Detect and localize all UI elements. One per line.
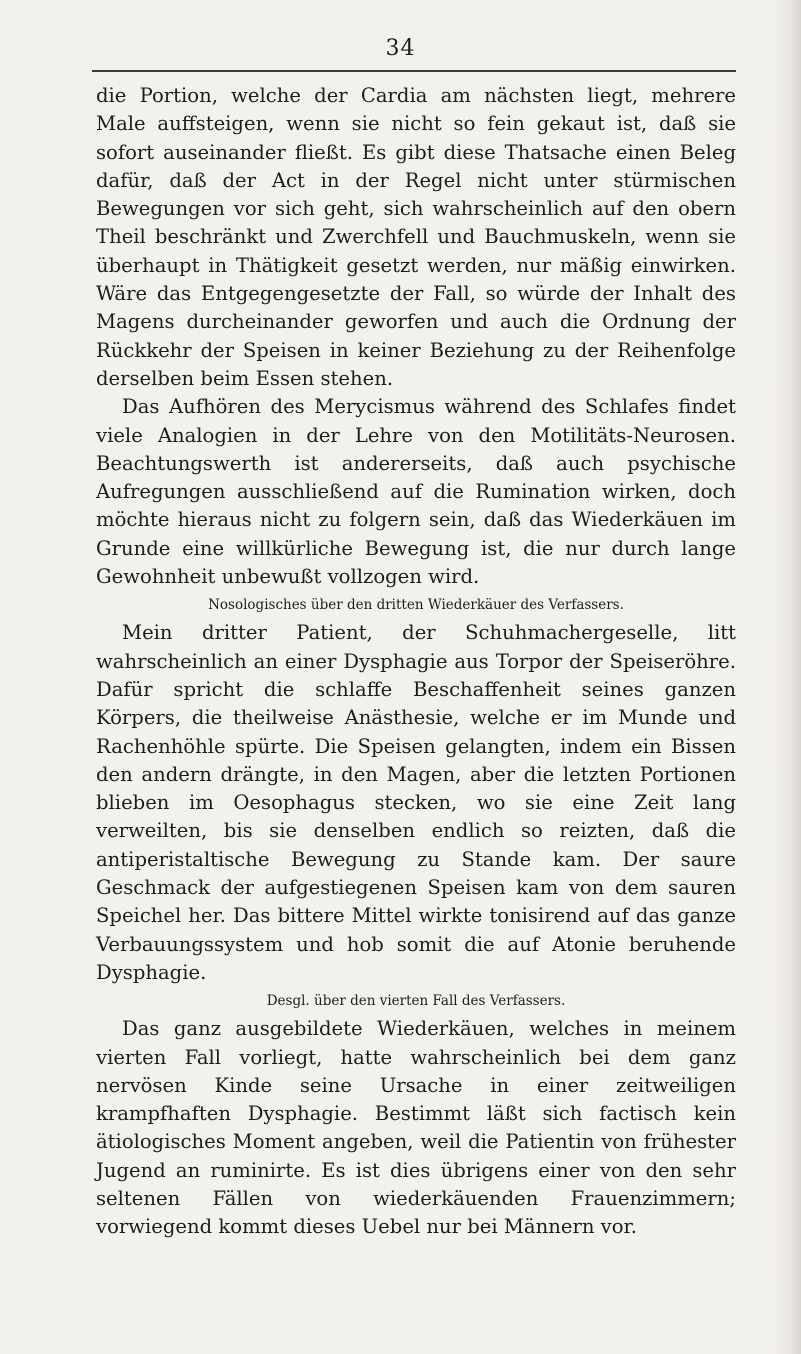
header-rule	[92, 70, 736, 72]
paragraph-3: Mein dritter Patient, der Schuhmachergeselle, litt wahrscheinlich an einer Dysphagie aus Torpor der Speiseröhre. Dafür spricht die schlaffe Beschaffenheit seines ganzen Körpers, die theilweise Anästhesie, welche er im Munde und Rachenhöhle spürte. Die Speisen gelangten, indem ein Bissen den andern drängte, in den Magen, aber die letzten Portionen blieben im Oesophagus stecken, wo sie eine Zeit lang verweilten, bis sie denselben endlich so reizten, daß die antiperistaltische Bewegung zu Stande kam. Der saure Geschmack der aufgestiegenen Speisen kam von dem sauren Speichel her. Das bittere Mittel wirkte tonisirend auf das ganze Verbauungssystem und hob somit die auf Atonie beruhende Dysphagie.	[96, 621, 736, 984]
paragraph-4: Das ganz ausgebildete Wiederkäuen, welches in meinem vierten Fall vorliegt, hatte wahrscheinlich bei dem ganz nervösen Kinde seine Ursache in einer zeitweiligen krampfhaften Dysphagie. Bestimmt läßt sich factisch kein ätiologisches Moment angeben, weil die Patientin von frühester Jugend an ruminirte. Es ist dies übrigens einer von den sehr seltenen Fällen von wiederkäuenden Frauenzimmern; vorwiegend kommt dieses Uebel nur bei Männern vor.	[96, 1017, 736, 1239]
section-heading-fourth-case: Desgl. über den vierten Fall des Verfassers.	[266, 993, 566, 1010]
page-body	[96, 82, 736, 1242]
page-edge-shadow	[773, 0, 801, 1354]
paragraph-2: Das Aufhören des Merycismus während des Schlafes findet viele Analogien in der Lehre von den Motilitäts-Neurosen. Beachtungswerth ist andererseits, daß auch psychische Aufregungen ausschließend auf die Rumination wirken, doch möchte hieraus nicht zu folgern sein, daß das Wiederkäuen im Grunde eine willkürliche Bewegung ist, die nur durch lange Gewohnheit unbewußt vollzogen wird.	[96, 395, 736, 589]
section-heading-third-case: Nosologisches über den dritten Wiederkäuer des Verfassers.	[208, 597, 624, 614]
paragraph-1: die Portion, welche der Cardia am nächsten liegt, mehrere Male auffsteigen, wenn sie nicht so fein gekaut ist, daß sie sofort auseinander fließt. Es gibt diese Thatsache einen Beleg dafür, daß der Act in der Regel nicht unter stürmischen Bewegungen vor sich geht, sich wahrscheinlich auf den obern Theil beschränkt und Zwerchfell und Bauchmuskeln, wenn sie überhaupt in Thätigkeit gesetzt werden, nur mäßig einwirken. Wäre das Entgegengesetzte der Fall, so würde der Inhalt des Magens durcheinander geworfen und auch die Ordnung der Rückkehr der Speisen in keiner Beziehung zu der Reihenfolge derselben beim Essen stehen.	[96, 84, 736, 390]
page-number: 34	[385, 36, 416, 61]
